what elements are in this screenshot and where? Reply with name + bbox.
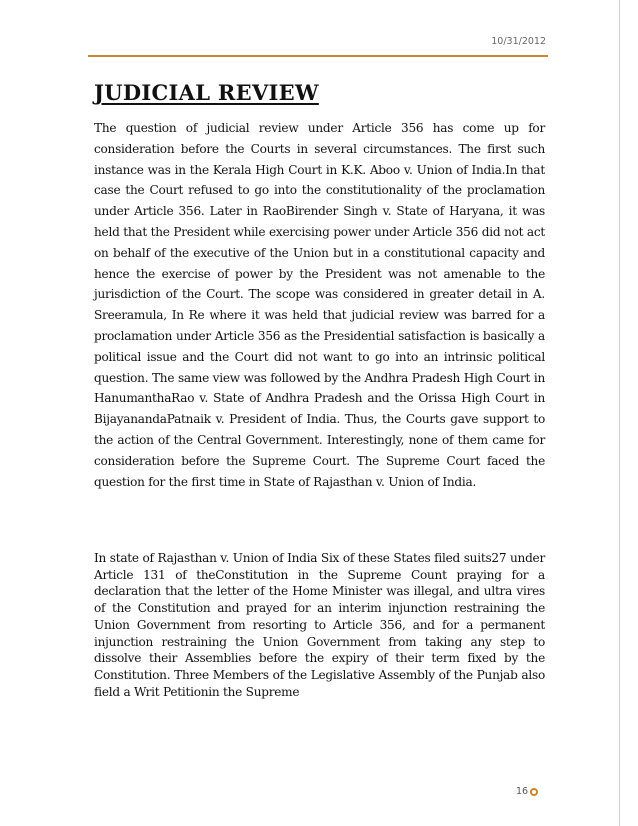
paragraph-2: In state of Rajasthan v. Union of India Six of these States filed suits27 under Article 131 of theConstitution in the Supreme Count praying for a declaration that the letter of the Home Minister was illegal, and ultra vires of the Constitution and prayed for an interim injunction restraining the Union Government from resorting to Article 356, and for a permanent injunction restraining the Union Government from taking any step to dissolve their Assemblies before the expiry of their term fixed by the Constitution. Three Members of the Legislative Assembly of the Punjab also field a Writ Petitionin the Supreme <box>94 551 545 699</box>
page-title: JUDICIAL REVIEW <box>94 80 319 105</box>
page-number: 16 <box>516 786 529 797</box>
ring-icon <box>530 788 538 796</box>
header-rule <box>88 55 548 57</box>
page-edge <box>619 0 620 826</box>
page-footer <box>516 786 538 797</box>
header-date: 10/31/2012 <box>491 36 546 47</box>
paragraph-1: The question of judicial review under Article 356 has come up for consideration before the Courts in several circumstances. The first such instance was in the Kerala High Court in K.K. Aboo v. Union of India.In that case the Court refused to go into the constitutionality of the proclamation under Article 356. Later in RaoBirender Singh v. State of Haryana, it was held that the President while exercising power under Article 356 did not act on behalf of the executive of the Union but in a constitutional capacity and hence the exercise of power by the President was not amenable to the jurisdiction of the Court. The scope was considered in greater detail in A. Sreeramula, In Re where it was held that judicial review was barred for a proclamation under Article 356 as the Presidential satisfaction is basically a political issue and the Court did not want to go into an intrinsic political question. The same view was followed by the Andhra Pradesh High Court in HanumanthaRao v. State of Andhra Pradesh and the Orissa High Court in BijayanandaPatnaik v. President of India. Thus, the Courts gave support to the action of the Central Government. Interestingly, none of them came for consideration before the Supreme Court. The Supreme Court faced the question for the first time in State of Rajasthan v. Union of India. <box>94 121 545 489</box>
